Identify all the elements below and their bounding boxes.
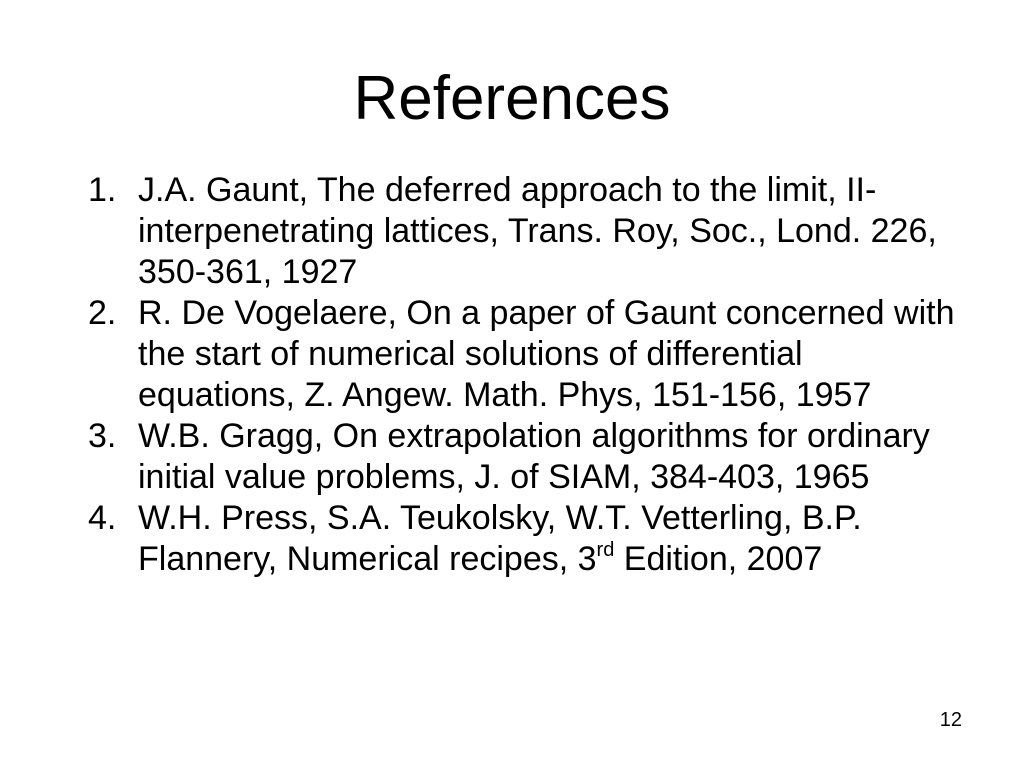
reference-line-text-before: Flannery, Numerical recipes, 3	[138, 540, 597, 578]
reference-item-1	[88, 170, 988, 293]
ordinal-superscript: rd	[596, 539, 615, 561]
reference-text	[138, 498, 988, 580]
reference-line-with-superscript	[138, 539, 988, 580]
reference-line: J.A. Gaunt, The deferred approach to the limit, II-	[138, 171, 877, 209]
reference-number: 2.	[88, 294, 117, 332]
page-number: 12	[939, 709, 962, 731]
reference-text	[138, 416, 988, 498]
reference-item-4	[88, 498, 988, 580]
reference-text	[138, 170, 988, 293]
reference-line: the start of numerical solutions of differential	[138, 335, 803, 373]
reference-line: 350-361, 1927	[138, 253, 358, 291]
reference-number: 1.	[88, 171, 117, 209]
reference-line: initial value problems, J. of SIAM, 384-403, 1965	[138, 458, 870, 496]
reference-item-2	[88, 293, 988, 416]
reference-line: R. De Vogelaere, On a paper of Gaunt concerned with	[138, 294, 955, 332]
reference-line-text-after: Edition, 2007	[614, 540, 823, 578]
slide-title: References	[353, 64, 671, 133]
reference-number: 4.	[88, 499, 117, 537]
reference-item-3	[88, 416, 988, 498]
reference-text	[138, 293, 988, 416]
reference-line: interpenetrating lattices, Trans. Roy, Soc., Lond. 226,	[138, 212, 937, 250]
reference-line: W.H. Press, S.A. Teukolsky, W.T. Vetterling, B.P.	[138, 499, 862, 537]
reference-line: W.B. Gragg, On extrapolation algorithms for ordinary	[138, 417, 930, 455]
reference-line: equations, Z. Angew. Math. Phys, 151-156, 1957	[138, 376, 872, 414]
references-list	[88, 170, 988, 580]
reference-number: 3.	[88, 417, 117, 455]
